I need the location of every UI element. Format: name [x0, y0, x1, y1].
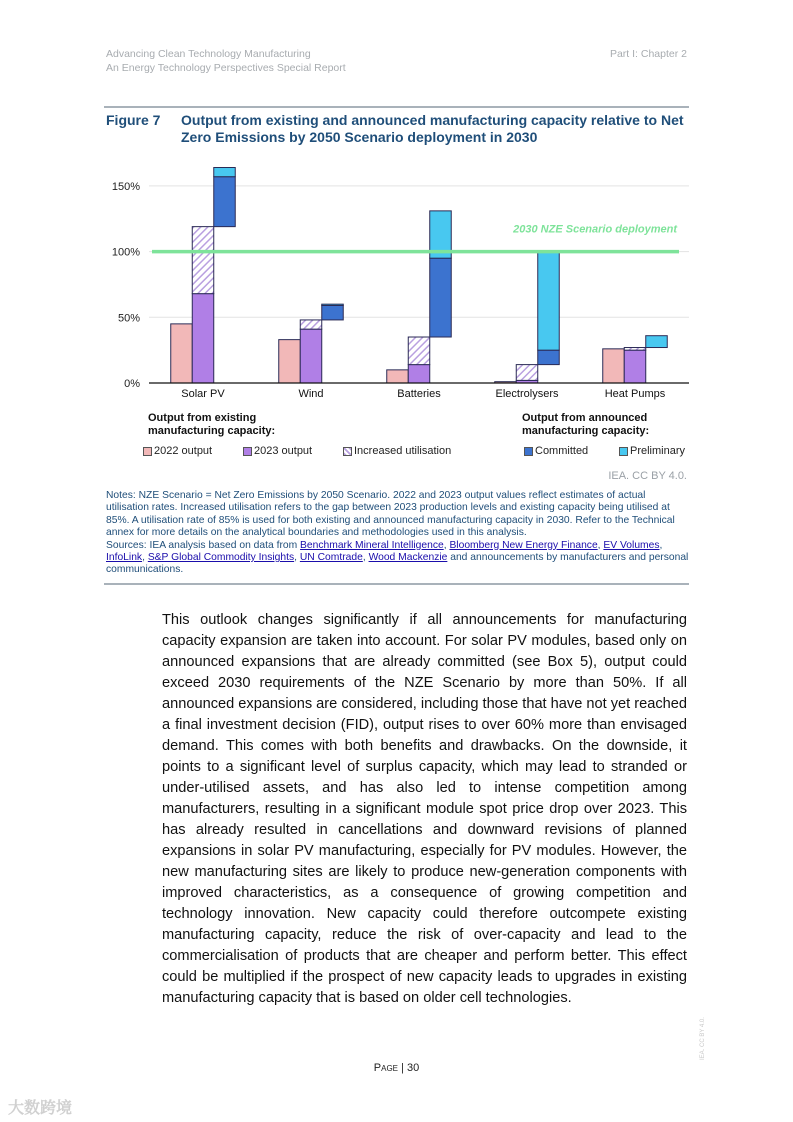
side-credit: IEA. CC BY 4.0.	[700, 1017, 706, 1060]
watermark-logo: 大数跨境	[8, 1100, 73, 1117]
bar-increased-utilisation	[300, 320, 322, 329]
legend-label: Preliminary	[630, 445, 686, 457]
legend-label: Increased utilisation	[354, 445, 452, 457]
legend-swatch-2023	[243, 447, 252, 456]
reference-line-label: 2030 NZE Scenario deployment	[513, 223, 677, 236]
x-tick-label: Batteries	[397, 388, 441, 400]
page-value: 30	[406, 1062, 420, 1074]
legend-label: Committed	[535, 445, 589, 457]
page-word: Page	[373, 1062, 398, 1074]
figure-notes	[106, 490, 690, 577]
bar-preliminary	[214, 168, 236, 177]
bar-preliminary	[322, 304, 344, 305]
bar-increased-utilisation	[192, 227, 214, 294]
bar-2022-output	[603, 349, 625, 383]
figure-credit: IEA. CC BY 4.0.	[608, 470, 687, 482]
source-link[interactable]: Benchmark Mineral Intelligence	[300, 539, 444, 551]
bar-2022-output	[279, 340, 301, 383]
notes-text: Notes: NZE Scenario = Net Zero Emissions by 2050 Scenario. 2022 and 2023 output values reflect estimates of actual utilisation rates. Increased utilisation refers to the gap between 2023 production levels and existing capacity being utilised at 85%. A utilisation rate of 85% is used for both existing and announced manufacturing capacity in 2030. Refer to the Technical annex for more details on the analytical boundaries and methodologies used in this analysis.	[106, 490, 675, 539]
bar-increased-utilisation	[408, 337, 430, 365]
bar-2023-output	[192, 294, 214, 383]
legend-label: 2022 output	[154, 445, 213, 457]
source-link[interactable]: UN Comtrade	[299, 552, 363, 564]
legend-item-increased-utilisation	[343, 445, 451, 457]
legend-swatch-committed	[524, 447, 533, 456]
report-title: Advancing Clean Technology Manufacturing	[106, 48, 311, 60]
legend-heading-existing: Output from existing manufacturing capacity:	[148, 412, 276, 437]
y-tick-label: 100%	[111, 246, 140, 259]
bar-committed	[214, 177, 236, 227]
figure-label: Figure 7	[106, 112, 161, 128]
y-tick-label: 0%	[124, 378, 140, 390]
bar-2023-output	[300, 329, 322, 383]
source-link[interactable]: S&P Global Commodity Insights	[147, 552, 295, 564]
legend-heading-announced: Output from announced manufacturing capacity:	[522, 412, 650, 437]
bar-committed	[430, 258, 452, 337]
legend-item-2023-output	[243, 445, 312, 457]
bar-2023-output	[408, 365, 430, 383]
bar-increased-utilisation	[516, 365, 538, 381]
figure-bottom-rule	[104, 583, 689, 585]
page-number	[0, 1062, 793, 1074]
sources-text: Sources: IEA analysis based on data from Benchmark Mineral Intelligence, Bloomberg New Energy Finance, EV Volumes, InfoLink, S&P Global Commodity Insights, UN Comtrade, Wood Mackenzie and announcements by manufacturers and personal communications.	[106, 539, 689, 576]
bar-2022-output	[387, 370, 409, 383]
legend-item-committed	[524, 445, 588, 457]
legend-swatch-increased	[343, 447, 352, 456]
legend-swatch-2022	[143, 447, 152, 456]
chapter-label: Part I: Chapter 2	[609, 48, 687, 60]
source-link[interactable]: Bloomberg New Energy Finance	[449, 539, 598, 551]
body-paragraph: This outlook changes significantly if all announcements for manufacturing capacity expansion are taken into account. For solar PV modules, based only on announced expansions that are already committed (see Box 5), output could exceed 2030 requirements of the NZE Scenario by more than 50%. If all announced expansions are considered, including those that have not yet reached a final investment decision (FID), output rises to over 60% more than envisaged demand. This comes with both benefits and drawbacks. On the downside, it points to a significant level of surplus capacity, which may lead to stranded or under-utilised assets, and has also led to intense competition among manufacturers, resulting in a significant module spot price drop over 2023. This has already resulted in cancellations and downward revisions of planned expansions in solar PV manufacturing, especially for PV modules. However, the new manufacturing sites are likely to produce new-generation components with improved characteristics, as a consequence of growing competition and technology innovation. New capacity could therefore outcompete existing manufacturing capacity, reduce the risk of over-capacity and lead to the commercialisation of products that are cheaper and perform better. This effect could be multiplied if the prospect of new capacity leads to upgrades in existing manufacturing capacity that is based on older cell technologies.	[162, 612, 687, 1006]
bar-2022-output	[171, 324, 193, 383]
figure-top-rule	[104, 106, 689, 108]
bar-committed	[538, 350, 560, 364]
legend-item-2022-output	[143, 445, 212, 457]
y-tick-label: 150%	[111, 180, 140, 193]
bar-committed	[322, 305, 344, 319]
x-tick-label: Solar PV	[181, 388, 225, 400]
report-subtitle: An Energy Technology Perspectives Special Report	[106, 62, 346, 74]
legend-item-preliminary	[619, 445, 685, 457]
x-tick-label: Electrolysers	[495, 388, 559, 400]
legend-swatch-preliminary	[619, 447, 628, 456]
source-link[interactable]: InfoLink	[106, 552, 143, 564]
source-link[interactable]: Wood Mackenzie	[368, 552, 448, 564]
sources-suffix: and announcements by manufacturers and personal communications.	[106, 552, 689, 576]
figure-title: Output from existing and announced manufacturing capacity relative to Net Zero Emissions by 2050 Scenario deployment in 2030	[181, 112, 684, 145]
y-tick-label: 50%	[117, 312, 140, 325]
source-link[interactable]: EV Volumes	[603, 539, 660, 551]
stacked-bar-chart	[104, 160, 694, 405]
x-tick-label: Heat Pumps	[604, 388, 666, 400]
sources-prefix: Sources: IEA analysis based on data from	[106, 539, 301, 551]
bar-preliminary	[538, 252, 560, 351]
bar-preliminary	[646, 336, 668, 348]
x-tick-label: Wind	[298, 388, 324, 400]
bar-increased-utilisation	[624, 348, 646, 351]
bar-2023-output	[624, 350, 646, 383]
page-separator: |	[398, 1062, 407, 1074]
running-header-left	[106, 47, 346, 75]
legend-label: 2023 output	[254, 445, 313, 457]
